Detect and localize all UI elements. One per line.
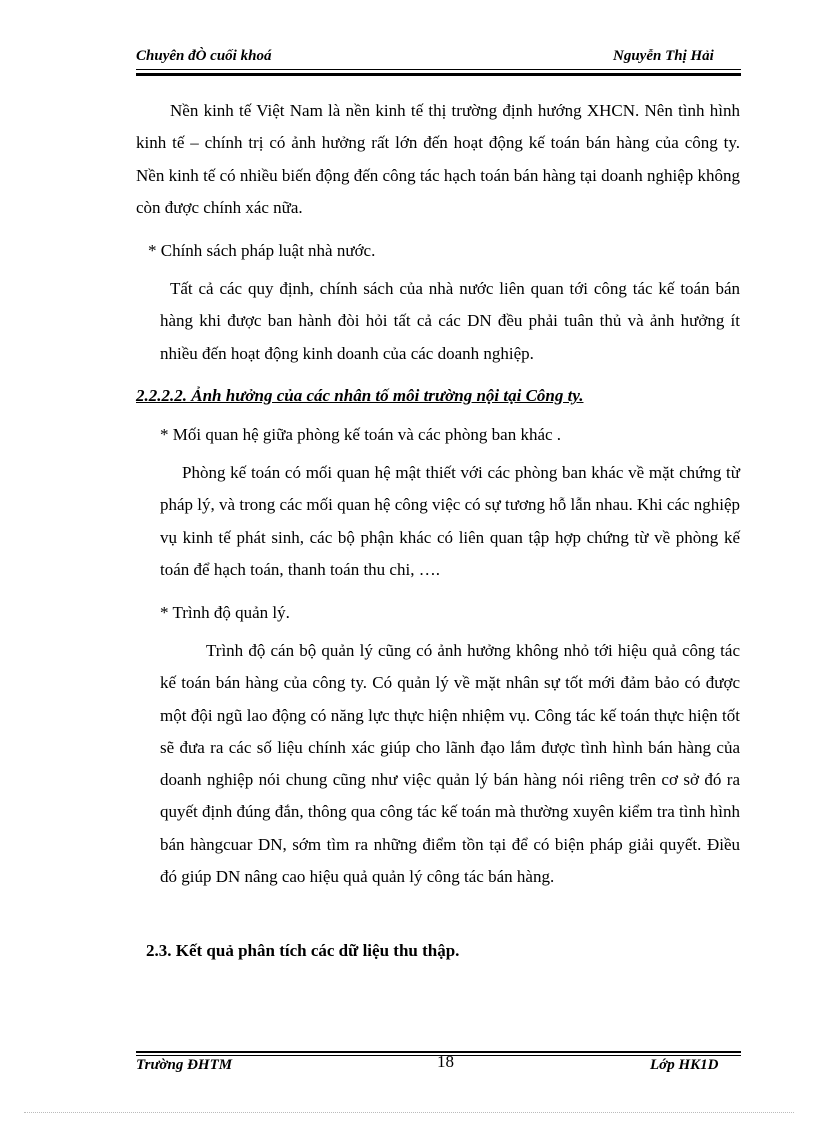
paragraph-relationship: Phòng kế toán có mối quan hệ mật thiết với các phòng ban khác về mặt chứng từ pháp lý, và trong các mối quan hệ công việc có sự tương hỗ lẫn nhau. Khi các nghiệp vụ kinh tế phát sinh, các bộ phận khác có liên quan tập hợp chứng từ về phòng kế toán để hạch toán, thanh toán thu chi, …. [160, 463, 740, 579]
section-heading-2222: 2.2.2.2. Ảnh hưởng của các nhân tố môi trường nội tại Công ty. [136, 386, 584, 405]
footer-class: Lớp HK1D [650, 1057, 719, 1073]
bullet-relationship: * Mối quan hệ giữa phòng kế toán và các phòng ban khác . [160, 425, 562, 444]
footer-school: Trường ĐHTM [136, 1057, 233, 1073]
paragraph-law: Tất cả các quy định, chính sách của nhà nước liên quan tới công tác kế toán bán hàng khi được ban hành đòi hỏi tất cả các DN đều phải tuân thủ và ảnh hưởng ít nhiều đến hoạt động kinh doanh của các doanh nghiệp. [160, 279, 740, 363]
header-rule-thick [136, 73, 741, 76]
bullet-management: * Trình độ quản lý. [160, 603, 290, 622]
paragraph-management: Trình độ cán bộ quản lý cũng có ảnh hưởng không nhỏ tới hiệu quả công tác kế toán bán hàng của công ty. Có quản lý về mặt nhân sự tốt mới đảm bảo có được một đội ngũ lao động có năng lực thực hiện nhiệm vụ. Công tác kế toán thực hiện tốt sẽ đưa ra các số liệu chính xác giúp cho lãnh đạo lắm được tình hình bán hàng của doanh nghiệp nói chung cũng như việc quản lý bán hàng nói riêng trên cơ sở đó ra quyết định đúng đắn, thông qua công tác kế toán mà thường xuyên kiểm tra tình hình bán hàngcuar DN, sớm tìm ra những điểm tồn tại để có biện pháp giải quyết. Điều đó giúp DN nâng cao hiệu quả quản lý công tác bán hàng. [160, 641, 740, 887]
bullet-law: * Chính sách pháp luật nhà nước. [148, 241, 376, 260]
header-title: Chuyên đÒ cuối khoá [136, 48, 272, 64]
header-author: Nguyễn Thị Hải [613, 48, 714, 64]
page-edge-dots [24, 1112, 794, 1113]
paragraph-economy: Nền kinh tế Việt Nam là nền kinh tế thị trường định hướng XHCN. Nên tình hình kinh tế – chính trị có ảnh hưởng rất lớn đến hoạt động kế toán bán hàng của công ty. Nền kinh tế có nhiều biến động đến công tác hạch toán bán hàng tại doanh nghiệp không còn được chính xác nữa. [136, 101, 740, 217]
section-heading-23: 2.3. Kết quả phân tích các dữ liệu thu thập. [146, 941, 460, 960]
header-rule [136, 69, 741, 70]
page-number: 18 [437, 1052, 454, 1071]
